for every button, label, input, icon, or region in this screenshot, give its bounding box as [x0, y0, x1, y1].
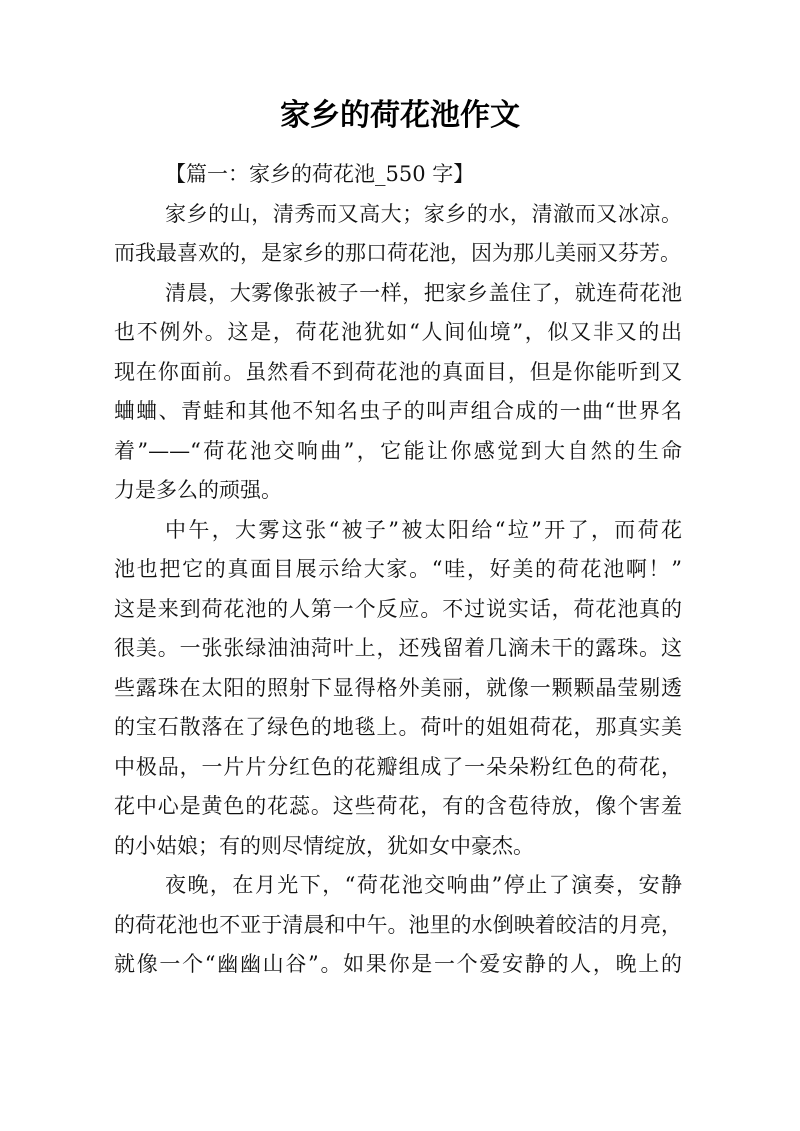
text-line: 【篇一：家乡的荷花池_550 字】: [165, 162, 475, 186]
text-line: 就像一个“幽幽山谷”。如果你是一个爱安静的人，晚上的: [114, 952, 682, 976]
text-line: 池也把它的真面目展示给大家。“哇，好美的荷花池啊！”: [114, 557, 682, 581]
document-title: 家乡的荷花池作文: [280, 98, 520, 133]
text-line: 中午，大雾这张“被子”被太阳给“垃”开了，而荷花: [165, 517, 682, 542]
text-line: 家乡的山，清秀而又高大；家乡的水，清澈而又冰凉。: [165, 201, 682, 226]
text-line: 中极品，一片片分红色的花瓣组成了一朵朵粉红色的荷花，: [114, 754, 682, 779]
text-line: 的小姑娘；有的则尽情绽放，犹如女中豪杰。: [114, 833, 534, 858]
text-line: 些露珠在太阳的照射下显得格外美丽，就像一颗颗晶莹剔透: [114, 675, 682, 700]
text-line: 现在你面前。虽然看不到荷花池的真面目，但是你能听到又: [114, 359, 682, 384]
text-line: 的荷花池也不亚于清晨和中午。池里的水倒映着皎洁的月亮，: [114, 912, 682, 937]
text-line: 力是多么的顽强。: [114, 478, 282, 502]
text-line: 而我最喜欢的，是家乡的那口荷花池，因为那儿美丽又芬芳。: [114, 241, 681, 265]
essay-body: [114, 155, 682, 985]
text-line: 也不例外。这是，荷花池犹如“人间仙境”，似又非又的出: [114, 320, 682, 344]
text-line: 着”——“荷花池交响曲”，它能让你感觉到大自然的生命: [114, 438, 682, 463]
text-line: 花中心是黄色的花蕊。这些荷花，有的含苞待放，像个害羞: [114, 794, 682, 818]
text-line: 这是来到荷花池的人第一个反应。不过说实话，荷花池真的: [114, 596, 682, 621]
text-line: 夜晚，在月光下，“荷花池交响曲”停止了演奏，安静: [165, 873, 682, 897]
text-line: 的宝石散落在了绿色的地毯上。荷叶的姐姐荷花，那真实美: [114, 715, 682, 739]
text-line: 蛐蛐、青蛙和其他不知名虫子的叫声组合成的一曲“世界名: [114, 399, 682, 423]
text-line: 清晨，大雾像张被子一样，把家乡盖住了，就连荷花池: [165, 280, 682, 305]
text-line: 很美。一张张绿油油菏叶上，还残留着几滴未干的露珠。这: [114, 636, 682, 660]
